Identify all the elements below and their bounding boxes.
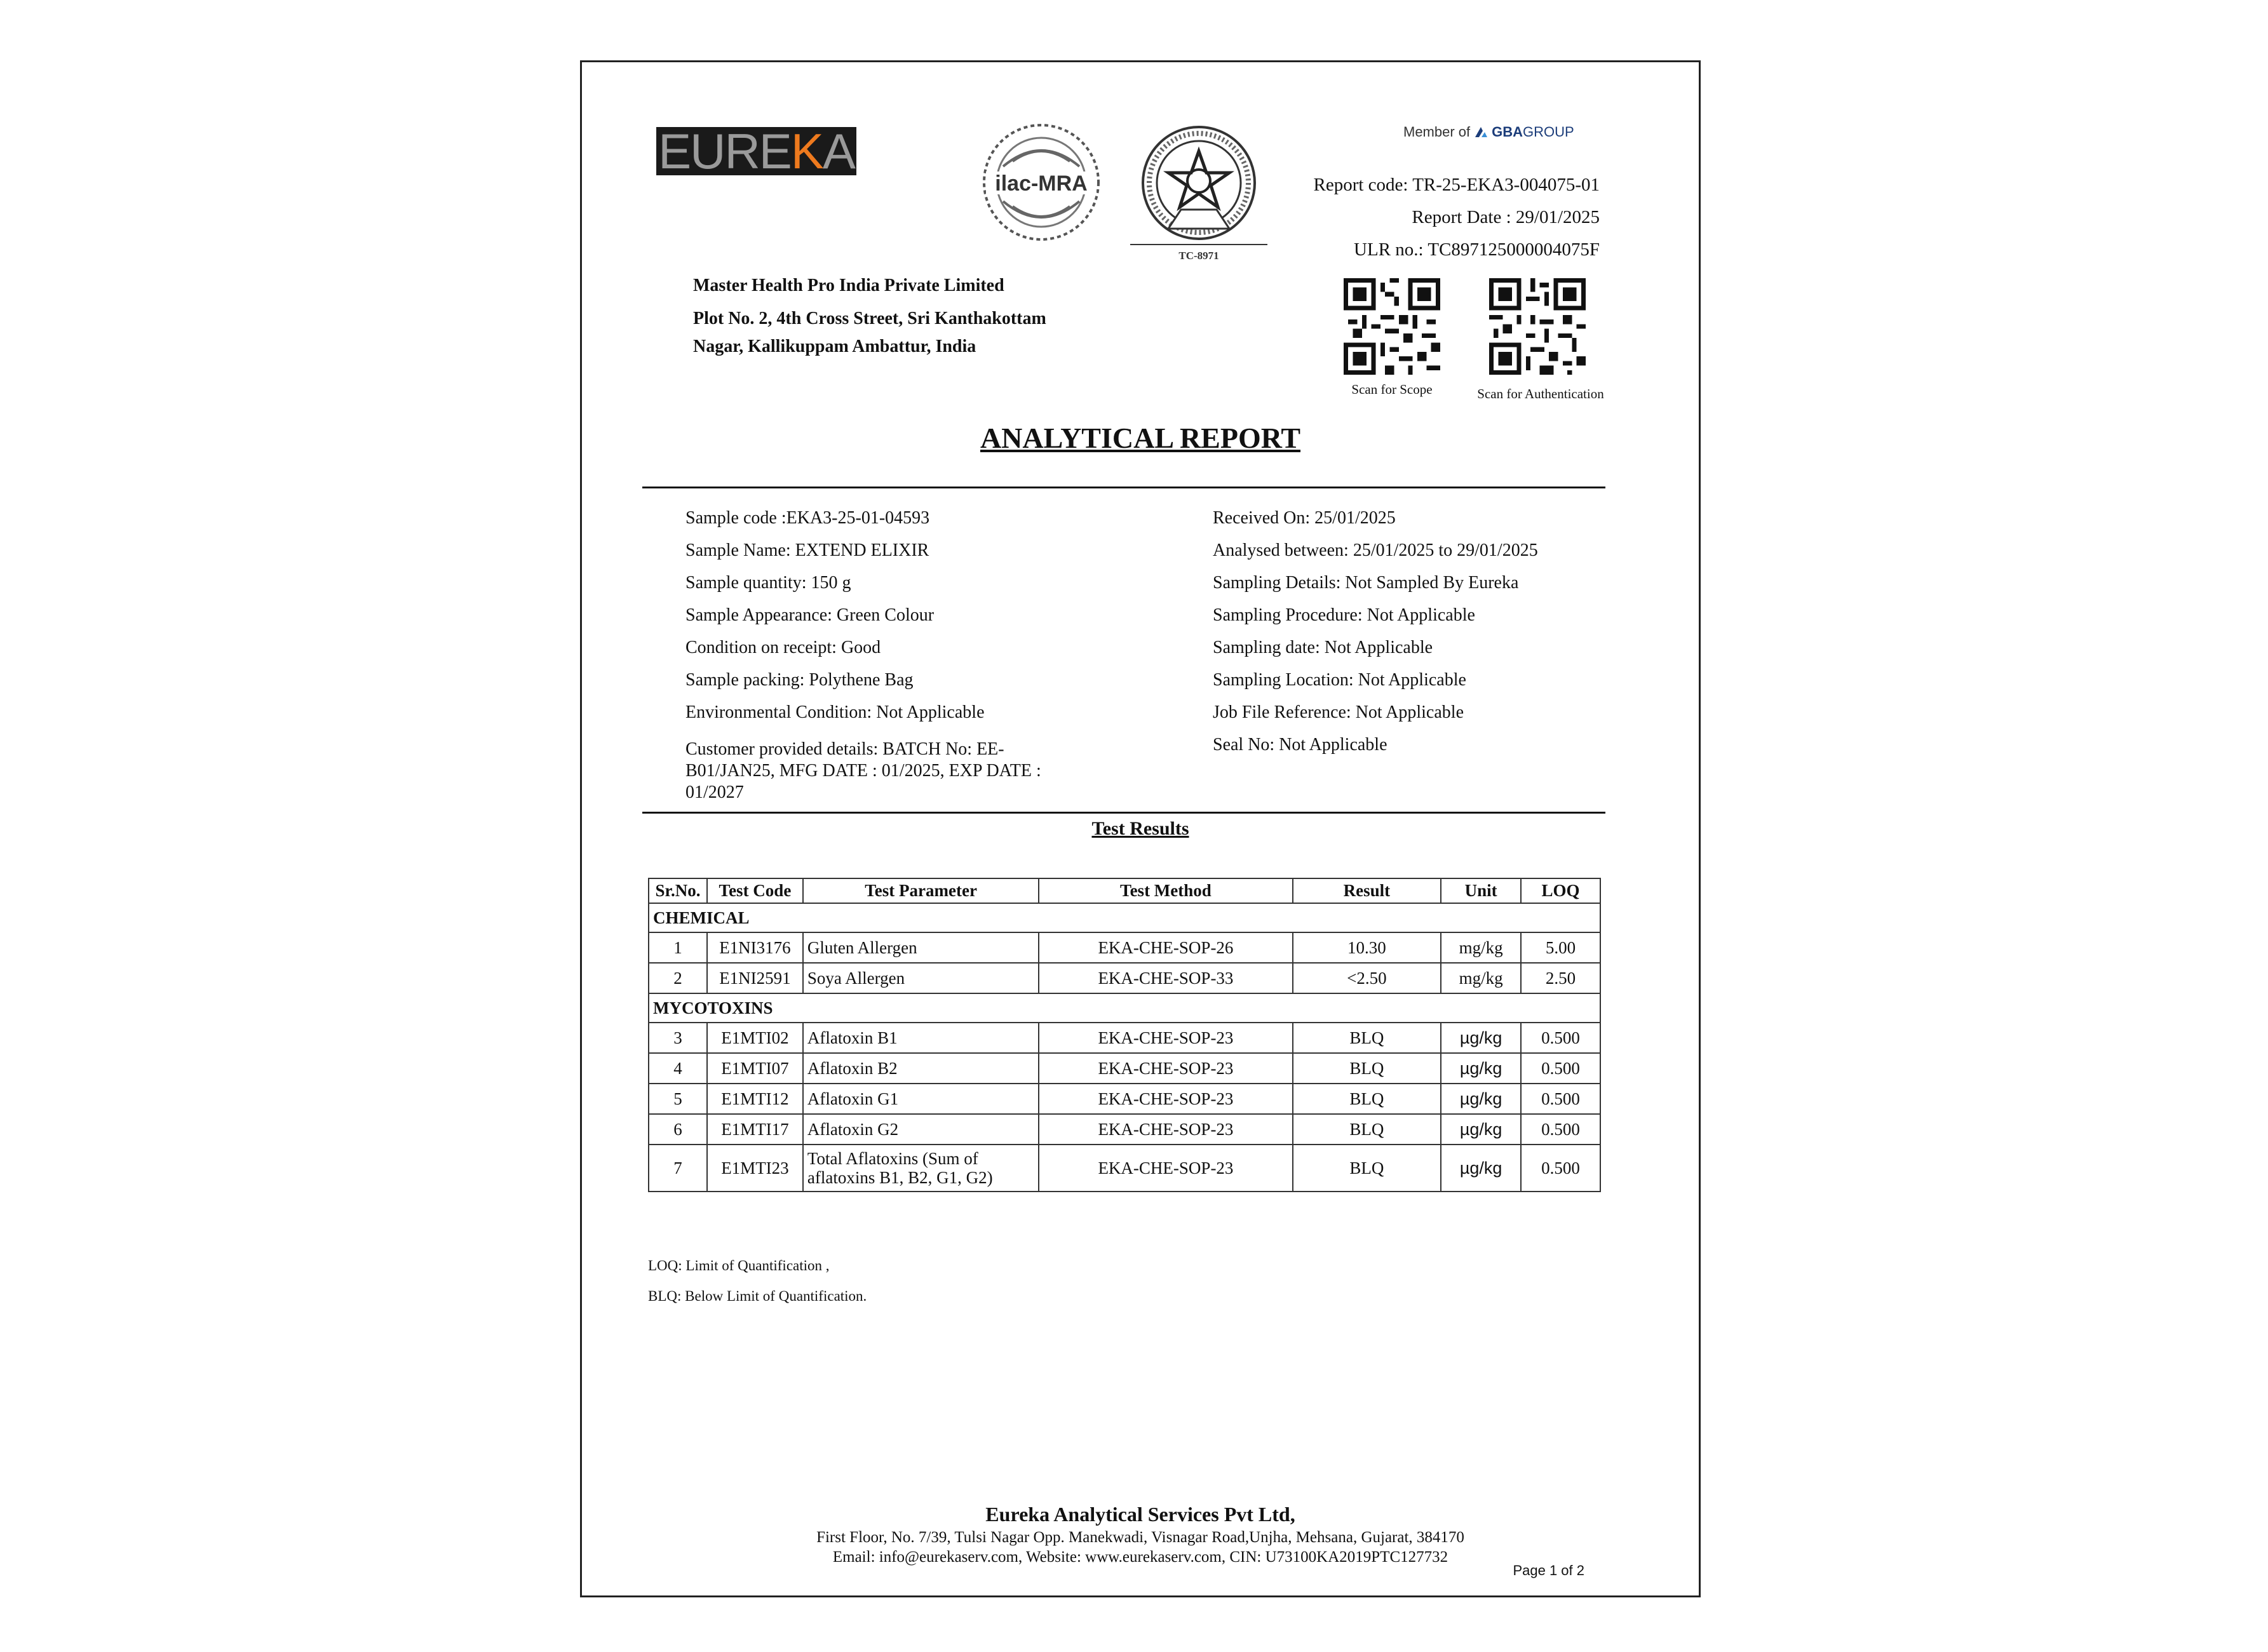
cell-unit: µg/kg [1441, 1084, 1521, 1114]
client-block [693, 272, 1046, 361]
gba-group: GROUP [1523, 124, 1574, 140]
footer-contact: Email: info@eurekaserv.com, Website: www.eurekaserv.com, CIN: U73100KA2019PTC127732 [832, 1548, 1448, 1566]
divider-top [642, 487, 1605, 488]
cell-loq: 0.500 [1521, 1145, 1600, 1192]
header-unit: Unit [1441, 878, 1521, 903]
ulr-number: ULR no.: TC897125000004075F [1354, 239, 1600, 260]
cell-sr: 3 [649, 1023, 707, 1053]
cell-loq: 0.500 [1521, 1114, 1600, 1145]
cell-method: EKA-CHE-SOP-23 [1039, 1023, 1292, 1053]
header-result: Result [1293, 878, 1441, 903]
qr-authentication-label: Scan for Authentication [1477, 386, 1604, 401]
cell-unit: mg/kg [1441, 963, 1521, 993]
section-mycotoxins: MYCOTOXINS [649, 993, 1600, 1023]
cell-param: Soya Allergen [803, 963, 1039, 993]
section-row [649, 903, 1600, 932]
cell-result: BLQ [1293, 1145, 1441, 1192]
table-row [649, 1114, 1600, 1145]
test-results-title: Test Results [1091, 818, 1189, 839]
cell-result: <2.50 [1293, 963, 1441, 993]
condition-on-receipt: Condition on receipt: Good [685, 638, 881, 657]
section-chemical: CHEMICAL [649, 903, 1600, 932]
ilac-seal-label: ilac-MRA [995, 171, 1088, 196]
page-number: Page 1 of 2 [1513, 1562, 1584, 1578]
logo-text-a: EURE [658, 123, 791, 179]
qr-scope-label: Scan for Scope [1351, 382, 1433, 397]
cell-code: E1MTI07 [707, 1053, 803, 1084]
member-of-label: Member of [1403, 124, 1471, 140]
cell-result: BLQ [1293, 1114, 1441, 1145]
gba-logo-icon [1474, 126, 1488, 138]
cell-param: Aflatoxin G2 [803, 1114, 1039, 1145]
cell-sr: 2 [649, 963, 707, 993]
cell-sr: 6 [649, 1114, 707, 1145]
cell-code: E1MTI17 [707, 1114, 803, 1145]
cell-method: EKA-CHE-SOP-23 [1039, 1053, 1292, 1084]
cell-unit: µg/kg [1441, 1145, 1521, 1192]
cell-loq: 0.500 [1521, 1084, 1600, 1114]
report-date: Report Date : 29/01/2025 [1412, 207, 1600, 227]
report-meta [1314, 169, 1600, 266]
cell-unit: mg/kg [1441, 932, 1521, 963]
member-of-gba [1403, 124, 1574, 140]
client-name: Master Health Pro India Private Limited [693, 276, 1004, 295]
cell-unit: µg/kg [1441, 1114, 1521, 1145]
report-title: ANALYTICAL REPORT [980, 422, 1301, 454]
cell-method: EKA-CHE-SOP-33 [1039, 963, 1292, 993]
cell-method: EKA-CHE-SOP-23 [1039, 1084, 1292, 1114]
sampling-details: Sampling Details: Not Sampled By Eureka [1213, 573, 1519, 593]
table-row [649, 1023, 1600, 1053]
cell-param: Gluten Allergen [803, 932, 1039, 963]
cell-result: BLQ [1293, 1084, 1441, 1114]
gba-brand: GBA [1492, 124, 1523, 140]
cell-param [803, 1145, 1039, 1192]
cell-loq: 0.500 [1521, 1023, 1600, 1053]
customer-details-line3: 01/2027 [685, 782, 744, 802]
customer-details-line1: Customer provided details: BATCH No: EE- [685, 739, 1004, 759]
ilac-mra-seal-icon [981, 122, 1102, 243]
sample-name: Sample Name: EXTEND ELIXIR [685, 541, 929, 560]
sample-details-right [1213, 507, 1619, 766]
cell-unit: µg/kg [1441, 1023, 1521, 1053]
environmental-condition: Environmental Condition: Not Applicable [685, 702, 985, 722]
note-loq: LOQ: Limit of Quantification , [648, 1258, 830, 1273]
table-row [649, 1084, 1600, 1114]
nabl-seal-icon [1130, 121, 1267, 264]
cell-sr: 4 [649, 1053, 707, 1084]
job-file-reference: Job File Reference: Not Applicable [1213, 702, 1464, 722]
cell-code: E1NI3176 [707, 932, 803, 963]
cell-code: E1MTI12 [707, 1084, 803, 1114]
table-header-row [649, 878, 1600, 903]
nabl-seal-code: TC-8971 [1178, 250, 1219, 262]
seal-no: Seal No: Not Applicable [1213, 735, 1387, 755]
footer-address: First Floor, No. 7/39, Tulsi Nagar Opp. Manekwadi, Visnagar Road,Unjha, Mehsana, Gujarat, 384170 [816, 1529, 1464, 1546]
note-blq: BLQ: Below Limit of Quantification. [648, 1288, 867, 1304]
cell-method: EKA-CHE-SOP-23 [1039, 1114, 1292, 1145]
customer-provided-details [685, 734, 1092, 803]
cell-result: 10.30 [1293, 932, 1441, 963]
cell-param-line2: aflatoxins B1, B2, G1, G2) [807, 1168, 993, 1187]
divider-bottom [642, 812, 1605, 814]
table-row [649, 1053, 1600, 1084]
cell-sr: 1 [649, 932, 707, 963]
cell-param: Aflatoxin G1 [803, 1084, 1039, 1114]
cell-param: Aflatoxin B2 [803, 1053, 1039, 1084]
header-test-code: Test Code [707, 878, 803, 903]
table-row [649, 932, 1600, 963]
report-page [580, 60, 1701, 1597]
qr-code-scope-icon[interactable] [1339, 278, 1445, 375]
sample-appearance: Sample Appearance: Green Colour [685, 605, 935, 625]
cell-param-line1: Total Aflatoxins (Sum of [807, 1149, 978, 1168]
section-row [649, 993, 1600, 1023]
table-row [649, 1145, 1600, 1192]
received-on: Received On: 25/01/2025 [1213, 508, 1396, 528]
sample-code: Sample code :EKA3-25-01-04593 [685, 508, 930, 528]
cell-result: BLQ [1293, 1053, 1441, 1084]
cell-sr: 5 [649, 1084, 707, 1114]
cell-method: EKA-CHE-SOP-26 [1039, 932, 1292, 963]
cell-loq: 5.00 [1521, 932, 1600, 963]
header-test-parameter: Test Parameter [803, 878, 1039, 903]
cell-code: E1NI2591 [707, 963, 803, 993]
cell-loq: 2.50 [1521, 963, 1600, 993]
cell-code: E1MTI23 [707, 1145, 803, 1192]
eureka-logo [656, 123, 856, 179]
analysed-between: Analysed between: 25/01/2025 to 29/01/2025 [1213, 541, 1538, 560]
cell-unit: µg/kg [1441, 1053, 1521, 1084]
cell-result: BLQ [1293, 1023, 1441, 1053]
sample-quantity: Sample quantity: 150 g [685, 573, 851, 593]
cell-param: Aflatoxin B1 [803, 1023, 1039, 1053]
cell-loq: 0.500 [1521, 1053, 1600, 1084]
sampling-date: Sampling date: Not Applicable [1213, 638, 1433, 657]
header-test-method: Test Method [1039, 878, 1292, 903]
table-row [649, 963, 1600, 993]
cell-code: E1MTI02 [707, 1023, 803, 1053]
report-code: Report code: TR-25-EKA3-004075-01 [1313, 175, 1600, 195]
sampling-location: Sampling Location: Not Applicable [1213, 670, 1466, 690]
header-loq: LOQ [1521, 878, 1600, 903]
test-results-table [648, 878, 1601, 1192]
customer-details-line2: B01/JAN25, MFG DATE : 01/2025, EXP DATE : [685, 761, 1041, 781]
sample-details-left [685, 507, 1092, 803]
qr-code-authentication-icon[interactable] [1484, 278, 1591, 375]
sample-packing: Sample packing: Polythene Bag [685, 670, 914, 690]
footer-company: Eureka Analytical Services Pvt Ltd, [985, 1503, 1295, 1526]
client-address-line1: Plot No. 2, 4th Cross Street, Sri Kanthakottam [693, 309, 1046, 328]
cell-method: EKA-CHE-SOP-23 [1039, 1145, 1292, 1192]
cell-sr: 7 [649, 1145, 707, 1192]
sampling-procedure: Sampling Procedure: Not Applicable [1213, 605, 1475, 625]
logo-text-k: K [790, 123, 823, 179]
logo-text-c: A [822, 123, 854, 179]
client-address-line2: Nagar, Kallikuppam Ambattur, India [693, 337, 976, 356]
header-sr-no: Sr.No. [649, 878, 707, 903]
